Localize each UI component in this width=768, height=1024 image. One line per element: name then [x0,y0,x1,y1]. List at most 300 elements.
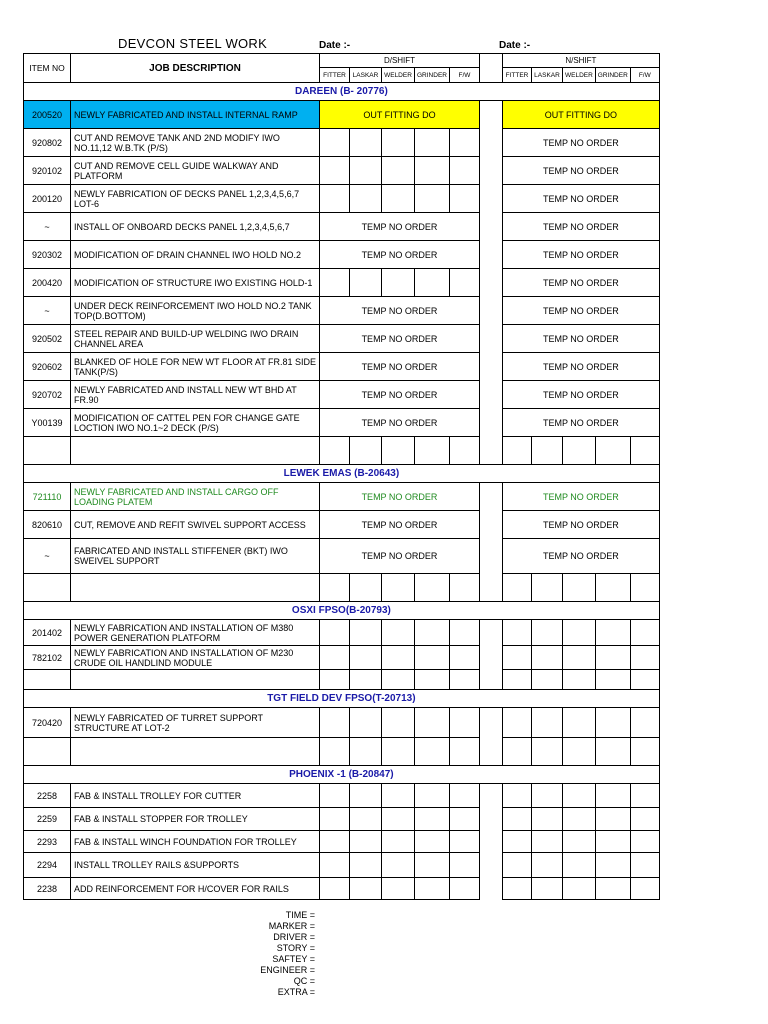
shift-separator [479,437,502,465]
day-cell-grinder [415,878,450,900]
day-cell-fitter [320,878,350,900]
day-cell-grinder [415,185,450,213]
night-cell-laskar [531,738,562,766]
shift-separator [479,670,502,690]
day-cell-laskar [350,129,382,157]
night-cell-laskar [531,437,562,465]
day-shift-status: TEMP NO ORDER [320,297,480,325]
day-cell-welder [382,646,415,670]
day-cell-grinder [415,129,450,157]
shift-separator [479,241,502,269]
table-row [24,853,660,878]
night-shift-status: TEMP NO ORDER [502,409,659,437]
footer-label: EXTRA = [277,987,315,997]
job-description: CUT, REMOVE AND REFIT SWIVEL SUPPORT ACCESS [71,511,320,539]
section-row [24,83,660,101]
shift-separator [479,483,502,511]
item-no: 720420 [24,708,71,738]
day-cell-fw [449,670,479,690]
day-cell-fitter [320,831,350,853]
day-cell-welder [382,620,415,646]
job-description: NEWLY FABRICATION AND INSTALLATION OF M230 CRUDE OIL HANDLIND MODULE [71,646,320,670]
day-cell-grinder [415,574,450,602]
day-shift-status: TEMP NO ORDER [320,325,480,353]
day-cell-fw [449,831,479,853]
crew-header-d-laskar: LASKAR [350,68,382,83]
night-cell-welder [562,738,595,766]
table-row [24,185,660,213]
job-description: MODIFICATION OF CATTEL PEN FOR CHANGE GATE LOCTION IWO NO.1~2 DECK (P/S) [71,409,320,437]
day-cell-fitter [320,437,350,465]
item-no: 820610 [24,511,71,539]
night-cell-fitter [502,646,531,670]
night-cell-laskar [531,853,562,878]
night-cell-fw [630,646,659,670]
day-cell-grinder [415,620,450,646]
day-cell-laskar [350,157,382,185]
night-shift-status: TEMP NO ORDER [502,157,659,185]
table-row [24,101,660,129]
day-cell-fitter [320,646,350,670]
crew-header-d-welder: WELDER [382,68,415,83]
day-cell-laskar [350,784,382,808]
day-cell-fitter [320,808,350,831]
day-cell-welder [382,157,415,185]
crew-header-d-fw: F/W [449,68,479,83]
section-title: TGT FIELD DEV FPSO(T-20713) [24,690,660,708]
night-shift-status: TEMP NO ORDER [502,269,659,297]
table-row [24,381,660,409]
day-cell-welder [382,738,415,766]
item-no: ~ [24,213,71,241]
day-shift-status: TEMP NO ORDER [320,539,480,574]
table-row [24,325,660,353]
day-shift-status: OUT FITTING DO [320,101,480,129]
crew-header-n-fitter: FITTER [502,68,531,83]
shift-separator [479,574,502,602]
night-shift-status: TEMP NO ORDER [502,483,659,511]
shift-separator [479,325,502,353]
table-row [24,483,660,511]
night-cell-laskar [531,784,562,808]
footer-label: ENGINEER = [260,965,315,975]
job-description: ADD REINFORCEMENT FOR H/COVER FOR RAILS [71,878,320,900]
job-description: BLANKED OF HOLE FOR NEW WT FLOOR AT FR.81 SIDE TANK(P/S) [71,353,320,381]
job-description: NEWLY FABRICATED OF TURRET SUPPORT STRUCTURE AT LOT-2 [71,708,320,738]
night-shift-status: TEMP NO ORDER [502,325,659,353]
day-cell-welder [382,437,415,465]
table-row [24,646,660,670]
day-cell-welder [382,708,415,738]
night-cell-welder [562,670,595,690]
day-cell-laskar [350,878,382,900]
crew-header-n-fw: F/W [630,68,659,83]
shift-separator [479,738,502,766]
day-cell-fitter [320,574,350,602]
night-cell-fw [630,878,659,900]
job-description: INSTALL TROLLEY RAILS &SUPPORTS [71,853,320,878]
shift-separator [479,353,502,381]
job-description [71,574,320,602]
crew-header-n-grinder: GRINDER [595,68,630,83]
night-cell-fw [630,620,659,646]
day-shift-status: TEMP NO ORDER [320,213,480,241]
company-title: DEVCON STEEL WORK [118,36,268,51]
night-shift-status: TEMP NO ORDER [502,511,659,539]
day-cell-laskar [350,646,382,670]
night-cell-welder [562,708,595,738]
day-cell-laskar [350,808,382,831]
day-cell-fitter [320,708,350,738]
day-cell-fitter [320,784,350,808]
table-row [24,878,660,900]
day-shift-status: TEMP NO ORDER [320,511,480,539]
footer-label: STORY = [276,943,315,953]
item-no: 201402 [24,620,71,646]
day-shift-status: TEMP NO ORDER [320,381,480,409]
night-cell-fw [630,738,659,766]
section-title: LEWEK EMAS (B-20643) [24,465,660,483]
day-cell-fw [449,574,479,602]
day-cell-welder [382,831,415,853]
day-cell-grinder [415,670,450,690]
table-row [24,620,660,646]
job-description: CUT AND REMOVE TANK AND 2ND MODIFY IWO NO.11,12 W.B.TK (P/S) [71,129,320,157]
night-shift-status: TEMP NO ORDER [502,353,659,381]
date-label-night-shift: Date :- [499,40,531,51]
night-cell-grinder [595,620,630,646]
item-no: 2293 [24,831,71,853]
day-cell-grinder [415,831,450,853]
day-shift-status: TEMP NO ORDER [320,353,480,381]
crew-header-n-welder: WELDER [562,68,595,83]
day-cell-welder [382,185,415,213]
job-description: STEEL REPAIR AND BUILD-UP WELDING IWO DRAIN CHANNEL AREA [71,325,320,353]
night-cell-grinder [595,878,630,900]
job-description: NEWLY FABRICATED AND INSTALL INTERNAL RAMP [71,101,320,129]
item-no-header: ITEM NO [24,54,71,83]
night-cell-grinder [595,738,630,766]
day-cell-laskar [350,269,382,297]
job-description [71,738,320,766]
table-row [24,241,660,269]
night-cell-fw [630,853,659,878]
night-shift-header: N/SHIFT [502,54,659,68]
night-cell-laskar [531,878,562,900]
job-description: NEWLY FABRICATED AND INSTALL NEW WT BHD AT FR.90 [71,381,320,409]
day-cell-grinder [415,853,450,878]
table-row [24,738,660,766]
crew-header-n-laskar: LASKAR [531,68,562,83]
day-cell-fw [449,646,479,670]
day-cell-fw [449,708,479,738]
shift-separator [479,185,502,213]
job-description: FAB & INSTALL WINCH FOUNDATION FOR TROLLEY [71,831,320,853]
day-cell-fitter [320,620,350,646]
night-shift-status: TEMP NO ORDER [502,381,659,409]
night-cell-fitter [502,574,531,602]
shift-separator [479,853,502,878]
night-cell-laskar [531,646,562,670]
section-row [24,602,660,620]
night-cell-welder [562,646,595,670]
item-no: 920302 [24,241,71,269]
shift-separator [479,297,502,325]
night-cell-welder [562,853,595,878]
night-cell-fitter [502,670,531,690]
section-row [24,766,660,784]
shift-separator [479,101,502,129]
day-cell-laskar [350,853,382,878]
day-cell-fitter [320,853,350,878]
night-cell-laskar [531,831,562,853]
item-no: ~ [24,539,71,574]
job-description: NEWLY FABRICATION AND INSTALLATION OF M380 POWER GENERATION PLATFORM [71,620,320,646]
shift-separator [479,539,502,574]
shift-separator [479,157,502,185]
day-cell-fitter [320,129,350,157]
night-cell-fw [630,784,659,808]
item-no: 200120 [24,185,71,213]
day-cell-welder [382,784,415,808]
footer-label: TIME = [285,910,315,920]
item-no: Y00139 [24,409,71,437]
night-cell-welder [562,620,595,646]
day-cell-laskar [350,437,382,465]
job-description: INSTALL OF ONBOARD DECKS PANEL 1,2,3,4,5,6,7 [71,213,320,241]
night-cell-grinder [595,853,630,878]
night-cell-fitter [502,738,531,766]
night-cell-fitter [502,784,531,808]
job-sheet-table [23,53,660,900]
night-cell-welder [562,808,595,831]
day-cell-welder [382,853,415,878]
night-cell-fitter [502,808,531,831]
job-description [71,670,320,690]
day-shift-status: TEMP NO ORDER [320,241,480,269]
night-cell-laskar [531,620,562,646]
night-cell-welder [562,831,595,853]
job-description: FAB & INSTALL STOPPER FOR TROLLEY [71,808,320,831]
day-cell-fitter [320,738,350,766]
night-cell-grinder [595,708,630,738]
day-cell-laskar [350,620,382,646]
item-no: 721110 [24,483,71,511]
section-title: DAREEN (B- 20776) [24,83,660,101]
table-row [24,297,660,325]
item-no: 200420 [24,269,71,297]
night-cell-grinder [595,784,630,808]
night-cell-laskar [531,708,562,738]
night-shift-status: TEMP NO ORDER [502,129,659,157]
night-cell-fw [630,708,659,738]
night-cell-grinder [595,437,630,465]
day-cell-fw [449,269,479,297]
footer-label: DRIVER = [273,932,315,942]
shift-separator [479,878,502,900]
day-cell-laskar [350,185,382,213]
footer-summary [180,910,315,998]
table-row [24,511,660,539]
job-description: MODIFICATION OF STRUCTURE IWO EXISTING HOLD-1 [71,269,320,297]
night-cell-laskar [531,670,562,690]
shift-separator [479,129,502,157]
job-description-header: JOB DESCRIPTION [71,54,320,83]
night-shift-status: TEMP NO ORDER [502,185,659,213]
item-no [24,437,71,465]
day-cell-welder [382,878,415,900]
day-cell-fitter [320,269,350,297]
day-shift-header: D/SHIFT [320,54,480,68]
item-no [24,670,71,690]
table-row [24,157,660,185]
item-no: 920102 [24,157,71,185]
night-cell-welder [562,878,595,900]
shift-separator [479,269,502,297]
night-cell-fw [630,808,659,831]
night-cell-welder [562,574,595,602]
item-no: 920602 [24,353,71,381]
job-description: MODIFICATION OF DRAIN CHANNEL IWO HOLD NO.2 [71,241,320,269]
day-cell-fw [449,620,479,646]
section-title: PHOENIX -1 (B-20847) [24,766,660,784]
crew-header-d-grinder: GRINDER [415,68,450,83]
night-cell-fitter [502,853,531,878]
day-cell-laskar [350,670,382,690]
shift-separator [479,213,502,241]
shift-separator [479,54,502,83]
night-cell-fitter [502,831,531,853]
item-no: ~ [24,297,71,325]
day-cell-grinder [415,646,450,670]
item-no: 2238 [24,878,71,900]
shift-separator [479,784,502,808]
shift-separator [479,808,502,831]
item-no: 2294 [24,853,71,878]
footer-label: QC = [293,976,315,986]
day-cell-fitter [320,185,350,213]
night-cell-grinder [595,808,630,831]
day-cell-grinder [415,437,450,465]
night-cell-fw [630,574,659,602]
table-row [24,437,660,465]
table-row [24,213,660,241]
night-cell-welder [562,784,595,808]
night-cell-grinder [595,670,630,690]
shift-separator [479,708,502,738]
table-row [24,409,660,437]
section-row [24,465,660,483]
shift-separator [479,511,502,539]
footer-label: SAFTEY = [272,954,315,964]
night-shift-status: TEMP NO ORDER [502,241,659,269]
job-description [71,437,320,465]
day-cell-fw [449,157,479,185]
night-cell-grinder [595,831,630,853]
night-cell-welder [562,437,595,465]
table-row [24,831,660,853]
table-row [24,670,660,690]
item-no: 200520 [24,101,71,129]
job-description: CUT AND REMOVE CELL GUIDE WALKWAY AND PLATFORM [71,157,320,185]
section-row [24,690,660,708]
night-shift-status: TEMP NO ORDER [502,539,659,574]
item-no [24,574,71,602]
item-no [24,738,71,766]
job-description: NEWLY FABRICATION OF DECKS PANEL 1,2,3,4,5,6,7 LOT-6 [71,185,320,213]
job-description: UNDER DECK REINFORCEMENT IWO HOLD NO.2 TANK TOP(D.BOTTOM) [71,297,320,325]
night-cell-grinder [595,574,630,602]
day-cell-fw [449,129,479,157]
day-shift-status: TEMP NO ORDER [320,409,480,437]
day-cell-welder [382,670,415,690]
section-title: OSXI FPSO(B-20793) [24,602,660,620]
day-shift-status: TEMP NO ORDER [320,483,480,511]
item-no: 2259 [24,808,71,831]
shift-separator [479,646,502,670]
night-cell-fitter [502,437,531,465]
night-cell-grinder [595,646,630,670]
night-cell-fitter [502,878,531,900]
footer-label: MARKER = [268,921,315,931]
table-row [24,784,660,808]
night-cell-laskar [531,808,562,831]
night-cell-fw [630,670,659,690]
item-no: 782102 [24,646,71,670]
table-row [24,269,660,297]
day-cell-fw [449,853,479,878]
day-cell-fw [449,738,479,766]
night-cell-fw [630,437,659,465]
date-label-day-shift: Date :- [319,40,351,51]
crew-header-d-fitter: FITTER [320,68,350,83]
table-row [24,539,660,574]
item-no: 920802 [24,129,71,157]
night-cell-fitter [502,620,531,646]
night-shift-status: TEMP NO ORDER [502,297,659,325]
day-cell-grinder [415,808,450,831]
job-description: FAB & INSTALL TROLLEY FOR CUTTER [71,784,320,808]
day-cell-fitter [320,157,350,185]
table-row [24,353,660,381]
day-cell-welder [382,129,415,157]
day-cell-fw [449,784,479,808]
day-cell-laskar [350,831,382,853]
day-cell-fw [449,437,479,465]
shift-separator [479,409,502,437]
day-cell-laskar [350,738,382,766]
day-cell-laskar [350,708,382,738]
night-cell-fitter [502,708,531,738]
day-cell-laskar [350,574,382,602]
item-no: 920702 [24,381,71,409]
day-cell-fw [449,808,479,831]
item-no: 920502 [24,325,71,353]
day-cell-fw [449,185,479,213]
day-cell-fitter [320,670,350,690]
day-cell-grinder [415,738,450,766]
shift-separator [479,381,502,409]
day-cell-grinder [415,784,450,808]
day-cell-grinder [415,157,450,185]
shift-separator [479,620,502,646]
table-row [24,129,660,157]
night-cell-laskar [531,574,562,602]
day-cell-welder [382,574,415,602]
table-row [24,708,660,738]
table-row [24,574,660,602]
night-cell-fw [630,831,659,853]
